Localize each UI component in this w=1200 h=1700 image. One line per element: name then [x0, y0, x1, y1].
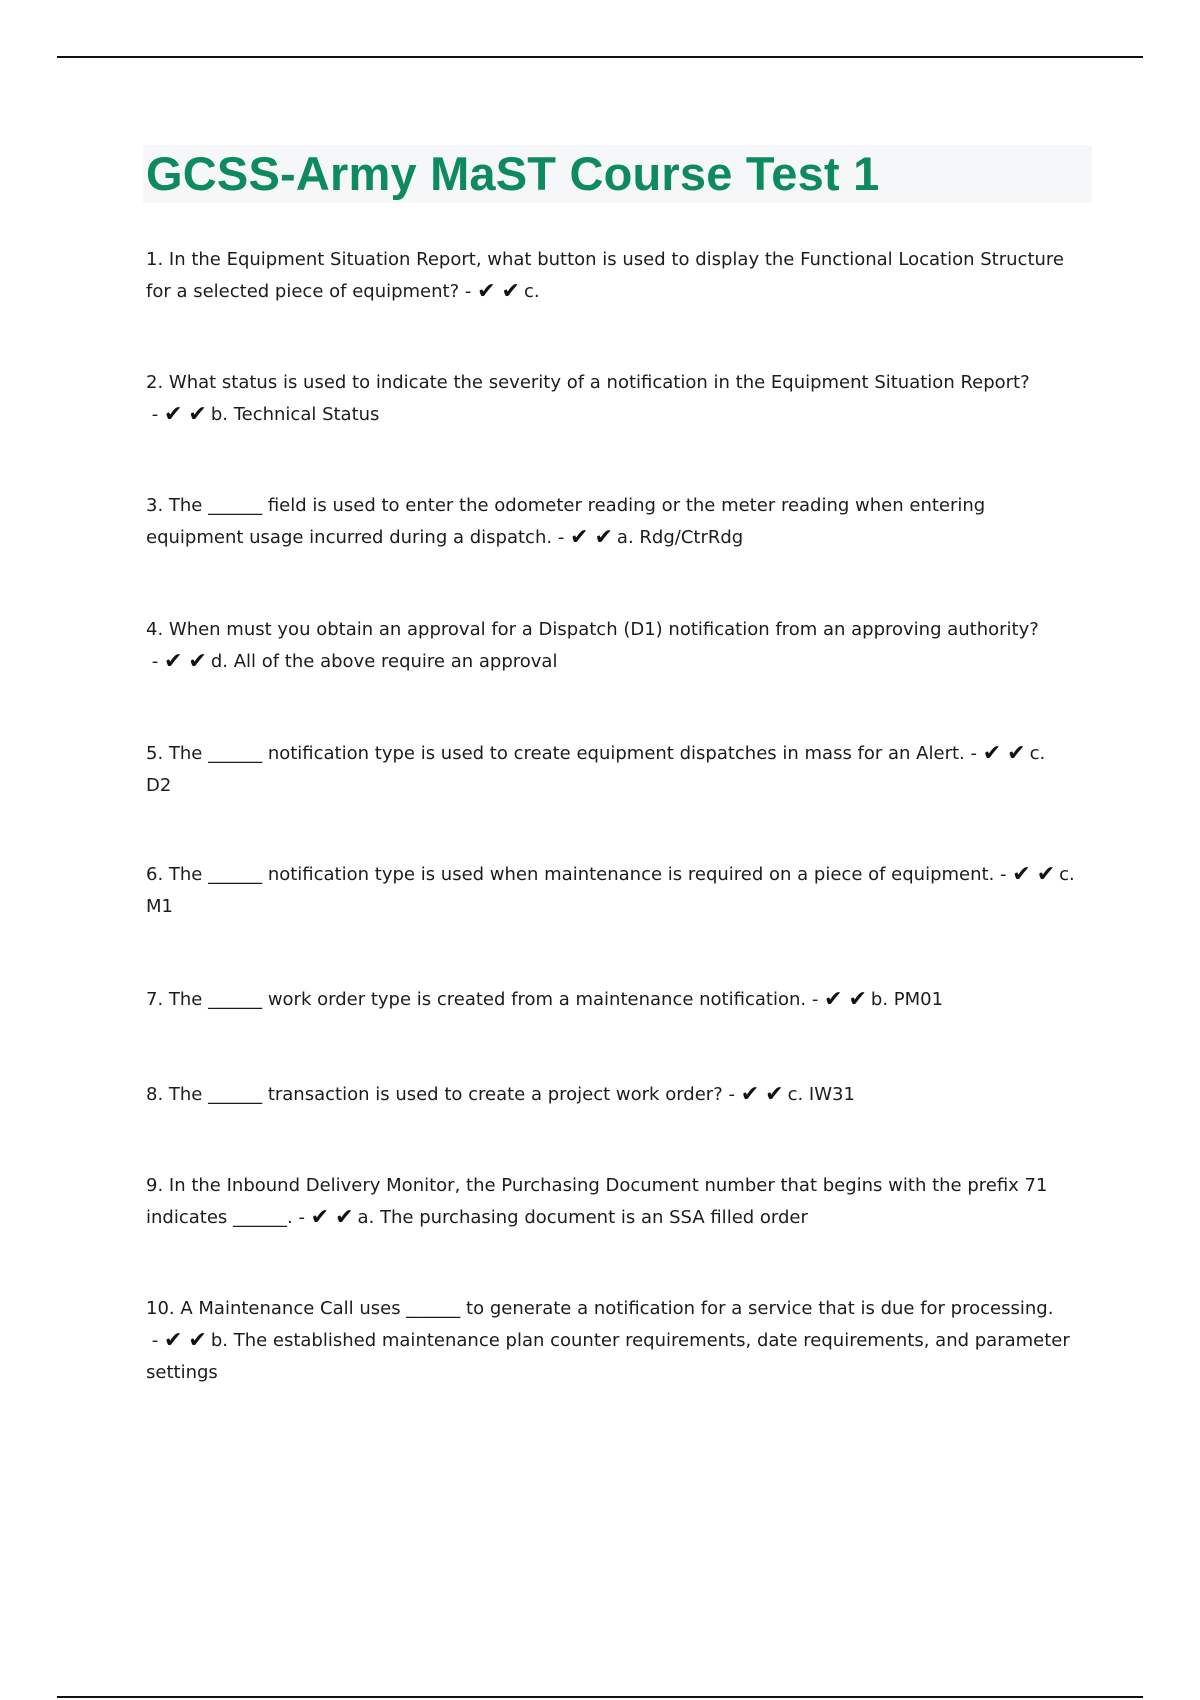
- question-text: 5. The ______ notification type is used to create equipment dispatches in mass for an Alert.: [146, 743, 965, 764]
- double-check-icon: ✔✔: [1012, 862, 1062, 887]
- separator: -: [146, 651, 164, 672]
- separator: -: [146, 1330, 164, 1351]
- separator: -: [964, 743, 983, 764]
- double-check-icon: ✔✔: [570, 525, 619, 550]
- qa-item: [146, 490, 1076, 554]
- answer-text: b. The established maintenance plan counter requirements, date requirements, and parameter settings: [146, 1330, 1070, 1383]
- question-text: 8. The ______ transaction is used to create a project work order?: [146, 1084, 723, 1105]
- question-text: 10. A Maintenance Call uses ______ to generate a notification for a service that is due for processing.: [146, 1298, 1054, 1319]
- separator: -: [722, 1084, 741, 1105]
- answer-text: a. Rdg/CtrRdg: [616, 527, 744, 548]
- question-text: 6. The ______ notification type is used when maintenance is required on a piece of equipment.: [146, 864, 995, 885]
- answer-text: b. Technical Status: [210, 404, 380, 425]
- answer-text: c. IW31: [787, 1084, 855, 1105]
- qa-item: [146, 738, 1076, 802]
- answer-text: c. D2: [146, 743, 1046, 796]
- double-check-icon: ✔✔: [477, 279, 526, 304]
- answer-text: c.: [523, 281, 540, 302]
- separator: -: [459, 281, 478, 302]
- bottom-rule: [57, 1696, 1143, 1698]
- qa-item: [146, 1293, 1076, 1389]
- qa-item: [146, 367, 1076, 431]
- answer-text: d. All of the above require an approval: [210, 651, 558, 672]
- document-title: GCSS-Army MaST Course Test 1: [146, 147, 880, 200]
- double-check-icon: ✔✔: [163, 649, 213, 674]
- question-text: 9. In the Inbound Delivery Monitor, the Purchasing Document number that begins with the prefix 71 indicates ______.: [146, 1175, 1048, 1228]
- qa-item: [146, 1079, 1076, 1111]
- qa-item: [146, 859, 1076, 923]
- question-text: 4. When must you obtain an approval for a Dispatch (D1) notification from an approving authority?: [146, 619, 1039, 640]
- qa-item: [146, 244, 1076, 308]
- answer-text: a. The purchasing document is an SSA filled order: [357, 1207, 808, 1228]
- separator: -: [552, 527, 571, 548]
- question-text: 7. The ______ work order type is created from a maintenance notification.: [146, 989, 807, 1010]
- separator: -: [806, 989, 825, 1010]
- separator: -: [994, 864, 1013, 885]
- answer-text: b. PM01: [870, 989, 944, 1010]
- separator: -: [146, 404, 164, 425]
- qa-item: [146, 614, 1076, 678]
- qa-item: [146, 984, 1076, 1016]
- separator: -: [292, 1207, 311, 1228]
- double-check-icon: ✔✔: [982, 741, 1032, 766]
- top-rule: [57, 56, 1143, 58]
- double-check-icon: ✔✔: [740, 1082, 790, 1107]
- double-check-icon: ✔✔: [824, 987, 873, 1012]
- question-text: 2. What status is used to indicate the severity of a notification in the Equipment Situation Report?: [146, 372, 1030, 393]
- double-check-icon: ✔✔: [310, 1205, 360, 1230]
- question-text: 3. The ______ field is used to enter the odometer reading or the meter reading when entering equipment usage incurred during a dispatch.: [146, 495, 986, 548]
- question-text: 1. In the Equipment Situation Report, what button is used to display the Functional Location Structure for a selected piece of equipment?: [146, 249, 1064, 302]
- double-check-icon: ✔✔: [163, 402, 213, 427]
- answer-text: c. M1: [146, 864, 1075, 917]
- qa-item: [146, 1170, 1076, 1234]
- double-check-icon: ✔✔: [163, 1328, 213, 1353]
